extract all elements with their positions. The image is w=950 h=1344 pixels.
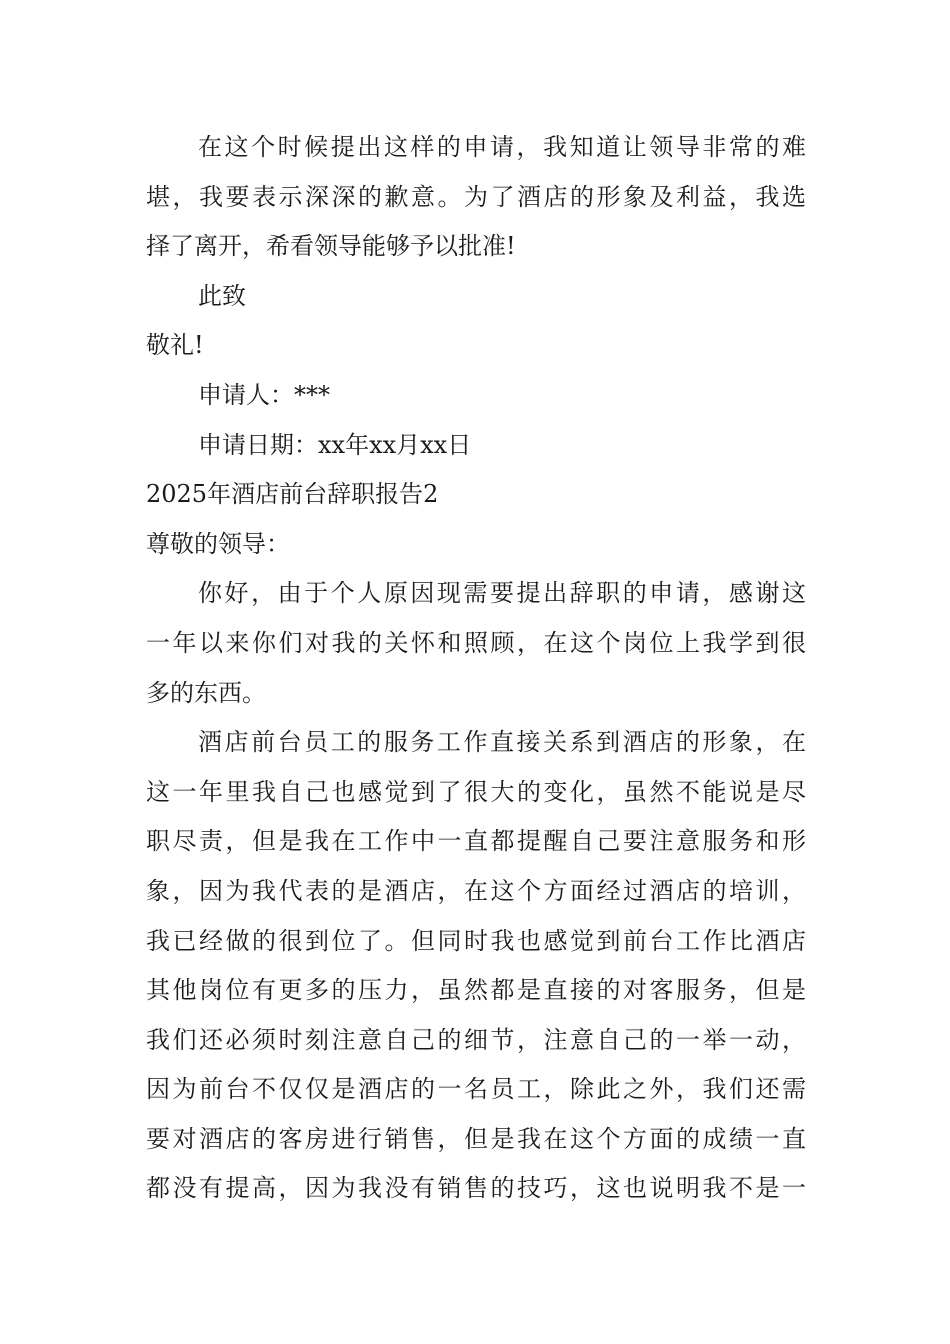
text-line: 因为前台不仅仅是酒店的一名员工，除此之外，我们还需 bbox=[146, 1075, 806, 1104]
section-title: 2025年酒店前台辞职报告2 bbox=[146, 480, 439, 509]
text-line: 在这个时候提出这样的申请，我知道让领导非常的难 bbox=[198, 133, 806, 161]
document-page bbox=[146, 123, 806, 1214]
text-line: 其他岗位有更多的压力，虽然都是直接的对客服务，但是 bbox=[146, 976, 806, 1005]
application-date-line: 申请日期：xx年xx月xx日 bbox=[198, 430, 472, 459]
text-line: 要对酒店的客房进行销售，但是我在这个方面的成绩一直 bbox=[146, 1124, 806, 1153]
greeting: 尊敬的领导： bbox=[146, 529, 290, 558]
text-line: 一年以来你们对我的关怀和照顾，在这个岗位上我学到很 bbox=[146, 628, 806, 657]
text-line: 多的东西。 bbox=[146, 678, 266, 707]
text-line: 择了离开，希看领导能够予以批准! bbox=[146, 232, 516, 261]
text-line: 堪，我要表示深深的歉意。为了酒店的形象及利益，我选 bbox=[146, 182, 806, 211]
text-line: 这一年里我自己也感觉到了很大的变化，虽然不能说是尽 bbox=[146, 777, 806, 806]
text-line: 我已经做的很到位了。但同时我也感觉到前台工作比酒店 bbox=[146, 926, 806, 955]
text-line: 你好，由于个人原因现需要提出辞职的申请，感谢这 bbox=[198, 579, 806, 608]
closing-salutation: 此致 bbox=[198, 281, 246, 310]
closing-respect: 敬礼! bbox=[146, 331, 204, 360]
text-line: 我们还必须时刻注意自己的细节，注意自己的一举一动， bbox=[146, 1025, 806, 1054]
text-line: 象，因为我代表的是酒店，在这个方面经过酒店的培训， bbox=[146, 876, 806, 905]
text-line: 都没有提高，因为我没有销售的技巧，这也说明我不是一 bbox=[146, 1174, 806, 1203]
applicant-line: 申请人：*** bbox=[198, 380, 330, 409]
text-line: 酒店前台员工的服务工作直接关系到酒店的形象，在 bbox=[198, 728, 806, 757]
text-line: 职尽责，但是我在工作中一直都提醒自己要注意服务和形 bbox=[146, 827, 806, 856]
